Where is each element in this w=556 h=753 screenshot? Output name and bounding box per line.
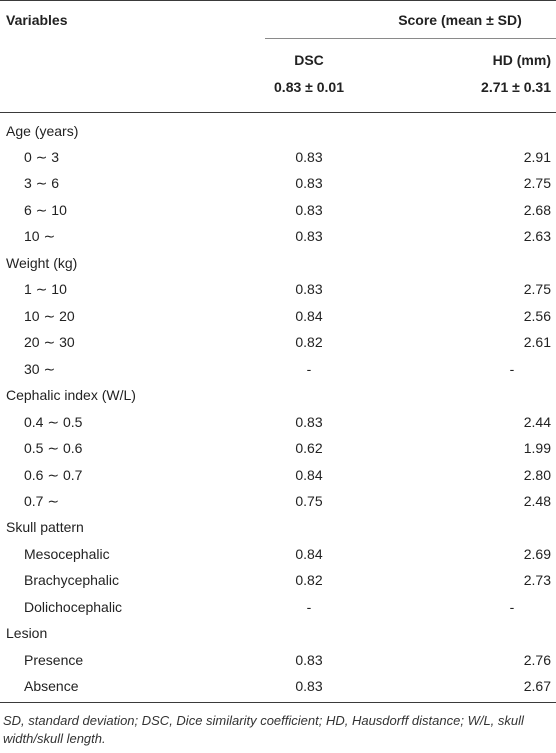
dsc-value: 0.62: [295, 440, 323, 456]
table-bottom-rule: [0, 702, 556, 703]
dsc-value: 0.83: [295, 281, 323, 297]
hd-value: 2.80: [523, 467, 551, 483]
row-label: 30 ∼: [24, 361, 56, 377]
dsc-value: 0.83: [295, 175, 323, 191]
dsc-value: 0.84: [295, 308, 323, 324]
dsc-value: 0.83: [295, 228, 323, 244]
dsc-value: -: [306, 599, 312, 615]
hd-value: 2.61: [523, 334, 551, 350]
category-label: Weight (kg): [6, 255, 78, 271]
dsc-value: -: [306, 361, 312, 377]
hd-value: 2.67: [523, 678, 551, 694]
dsc-value: 0.83: [295, 414, 323, 430]
category-label: Cephalic index (W/L): [6, 387, 136, 403]
variables-header: Variables: [6, 12, 68, 28]
dsc-value: 0.82: [295, 572, 323, 588]
row-label: Dolichocephalic: [24, 599, 123, 615]
row-label: Mesocephalic: [24, 546, 110, 562]
hd-value: 2.44: [523, 414, 551, 430]
row-label: Presence: [24, 652, 84, 668]
hd-overall: 2.71 ± 0.31: [481, 79, 551, 95]
hd-value: 2.76: [523, 652, 551, 668]
row-label: 6 ∼ 10: [24, 202, 67, 218]
dsc-value: 0.83: [295, 149, 323, 165]
row-label: 10 ∼: [24, 228, 56, 244]
hd-value: 2.73: [523, 572, 551, 588]
hd-value: -: [509, 361, 515, 377]
hd-header: HD (mm): [492, 52, 551, 68]
category-label: Age (years): [6, 123, 79, 139]
hd-value: 2.75: [523, 281, 551, 297]
hd-value: 2.68: [523, 202, 551, 218]
hd-value: 1.99: [523, 440, 551, 456]
row-label: 1 ∼ 10: [24, 281, 67, 297]
hd-value: 2.48: [523, 493, 551, 509]
row-label: 10 ∼ 20: [24, 308, 75, 324]
table-footnote: SD, standard deviation; DSC, Dice similarity coefficient; HD, Hausdorff distance; W/L, skull width/skull length.: [3, 713, 524, 746]
row-label: 0 ∼ 3: [24, 149, 60, 165]
row-label: Brachycephalic: [24, 572, 119, 588]
hd-value: 2.91: [523, 149, 551, 165]
hd-value: 2.69: [523, 546, 551, 562]
hd-value: 2.63: [523, 228, 551, 244]
category-label: Lesion: [6, 625, 48, 641]
dsc-value: 0.83: [295, 678, 323, 694]
row-label: 0.4 ∼ 0.5: [24, 414, 83, 430]
score-group-rule: [265, 38, 556, 39]
hd-value: -: [509, 599, 515, 615]
dsc-value: 0.82: [295, 334, 323, 350]
hd-value: 2.75: [523, 175, 551, 191]
row-label: 0.6 ∼ 0.7: [24, 467, 83, 483]
row-label: 3 ∼ 6: [24, 175, 60, 191]
table-top-rule: [0, 0, 556, 1]
row-label: 0.7 ∼: [24, 493, 60, 509]
dsc-value: 0.83: [295, 202, 323, 218]
category-label: Skull pattern: [6, 519, 84, 535]
dsc-overall: 0.83 ± 0.01: [274, 79, 344, 95]
score-group-header: Score (mean ± SD): [398, 12, 522, 28]
dsc-value: 0.83: [295, 652, 323, 668]
row-label: 20 ∼ 30: [24, 334, 75, 350]
row-label: 0.5 ∼ 0.6: [24, 440, 83, 456]
header-bottom-rule: [0, 112, 556, 113]
dsc-header: DSC: [294, 52, 324, 68]
dsc-value: 0.84: [295, 467, 323, 483]
dsc-value: 0.84: [295, 546, 323, 562]
row-label: Absence: [24, 678, 79, 694]
hd-value: 2.56: [523, 308, 551, 324]
dsc-value: 0.75: [295, 493, 323, 509]
